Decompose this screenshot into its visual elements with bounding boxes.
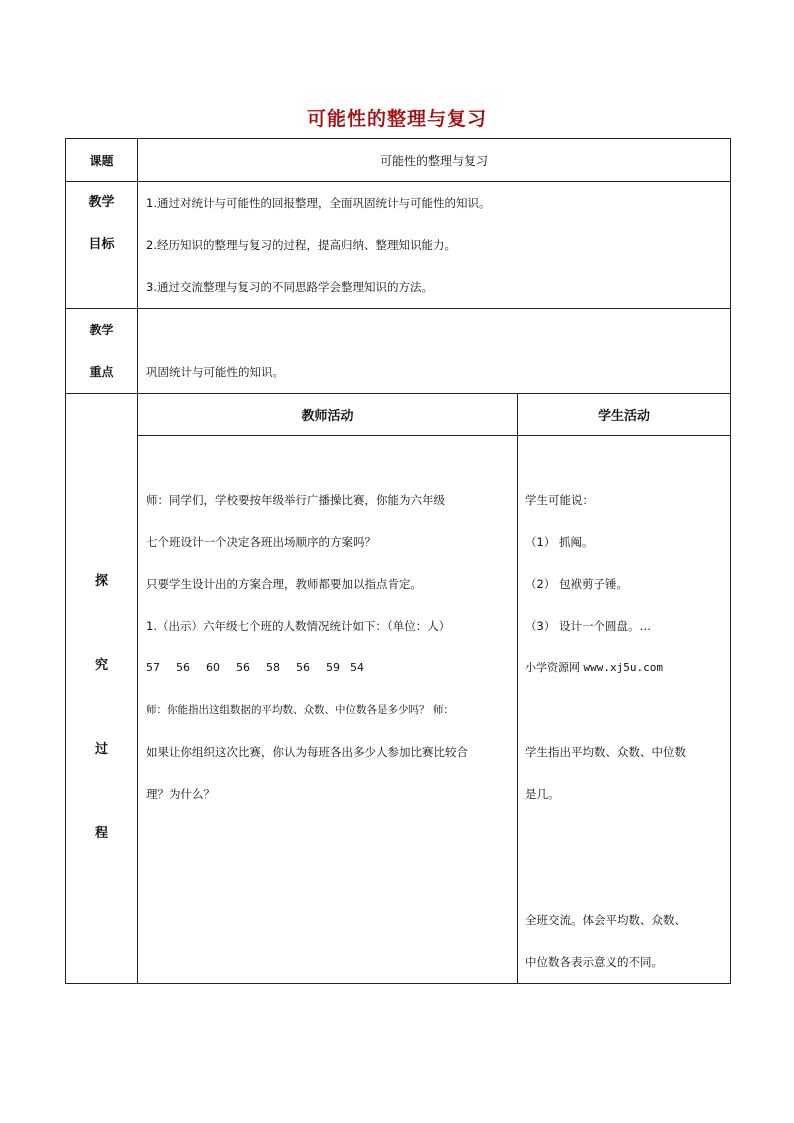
class-size-numbers bbox=[146, 647, 517, 689]
student-text: （1） 抓阄。 bbox=[525, 535, 594, 549]
watermark-line bbox=[525, 647, 730, 689]
student-text: 学生指出平均数、众数、中位数 bbox=[525, 745, 686, 759]
goals-list bbox=[138, 182, 731, 309]
lesson-plan-table bbox=[65, 138, 731, 984]
student-activity-cell bbox=[518, 436, 731, 984]
number-value: 56 bbox=[176, 661, 190, 674]
student-activity-header: 学生活动 bbox=[518, 394, 731, 436]
key-label-cell bbox=[66, 309, 138, 394]
process-header-row bbox=[66, 394, 731, 436]
number-value: 56 bbox=[296, 661, 310, 674]
key-label-1: 教学 bbox=[89, 323, 114, 337]
topic-value: 可能性的整理与复习 bbox=[138, 139, 731, 182]
goals-label-2: 目标 bbox=[88, 237, 115, 252]
student-text: 全班交流。体会平均数、众数、 bbox=[525, 913, 686, 927]
goals-label-1: 教学 bbox=[88, 195, 115, 210]
process-label-char: 究 bbox=[94, 658, 108, 673]
topic-label: 课题 bbox=[66, 139, 138, 182]
student-text: （3） 设计一个圆盘。… bbox=[525, 619, 651, 633]
teacher-activity-header: 教师活动 bbox=[138, 394, 518, 436]
process-content-row bbox=[66, 436, 731, 984]
watermark-text: 小学资源网 bbox=[525, 661, 580, 674]
teacher-text: 理？为什么？ bbox=[146, 787, 215, 801]
teacher-activity-cell bbox=[138, 436, 518, 984]
teacher-text: 七个班设计一个决定各班出场顺序的方案吗？ bbox=[146, 535, 376, 549]
student-text: （2） 包袱剪子锤。 bbox=[525, 577, 628, 591]
goal-item: 1.通过对统计与可能性的回报整理，全面巩固统计与可能性的知识。 bbox=[146, 196, 491, 210]
teacher-text: 师：你能指出这组数据的平均数、众数、中位数各是多少吗？ 师： bbox=[146, 704, 454, 716]
key-value: 巩固统计与可能性的知识。 bbox=[146, 365, 284, 379]
process-label-cell bbox=[66, 394, 138, 984]
goal-item: 2.经历知识的整理与复习的过程，提高归纳、整理知识能力。 bbox=[146, 238, 456, 252]
topic-row bbox=[66, 139, 731, 182]
teacher-text: 只要学生设计出的方案合理，教师都要加以指点肯定。 bbox=[146, 577, 422, 591]
number-value: 57 bbox=[146, 661, 160, 674]
student-text: 是几。 bbox=[525, 787, 560, 801]
number-value: 58 bbox=[266, 661, 280, 674]
goal-item: 3.通过交流整理与复习的不同思路学会整理知识的方法。 bbox=[146, 280, 433, 294]
teacher-text: 1.（出示）六年级七个班的人数情况统计如下：（单位：人） bbox=[146, 619, 451, 633]
page-title: 可能性的整理与复习 bbox=[306, 108, 487, 130]
key-value-cell bbox=[138, 309, 731, 394]
student-text: 中位数各表示意义的不同。 bbox=[525, 955, 663, 969]
watermark-url: www.xj5u.com bbox=[583, 661, 663, 674]
student-text: 学生可能说： bbox=[525, 493, 594, 507]
key-point-row bbox=[66, 309, 731, 394]
teacher-text: 师：同学们，学校要按年级举行广播操比赛，你能为六年级 bbox=[146, 493, 445, 507]
goals-row bbox=[66, 182, 731, 309]
process-label-char: 程 bbox=[94, 826, 108, 841]
teacher-text: 如果让你组织这次比赛，你认为每班各出多少人参加比赛比较合 bbox=[146, 745, 468, 759]
number-value: 56 bbox=[236, 661, 250, 674]
process-label-char: 过 bbox=[94, 742, 108, 757]
number-value: 60 bbox=[206, 661, 220, 674]
process-label-char: 探 bbox=[94, 574, 108, 589]
goals-label-cell bbox=[66, 182, 138, 309]
key-label-2: 重点 bbox=[89, 365, 114, 379]
number-value: 54 bbox=[350, 661, 364, 674]
number-value: 59 bbox=[326, 661, 340, 674]
